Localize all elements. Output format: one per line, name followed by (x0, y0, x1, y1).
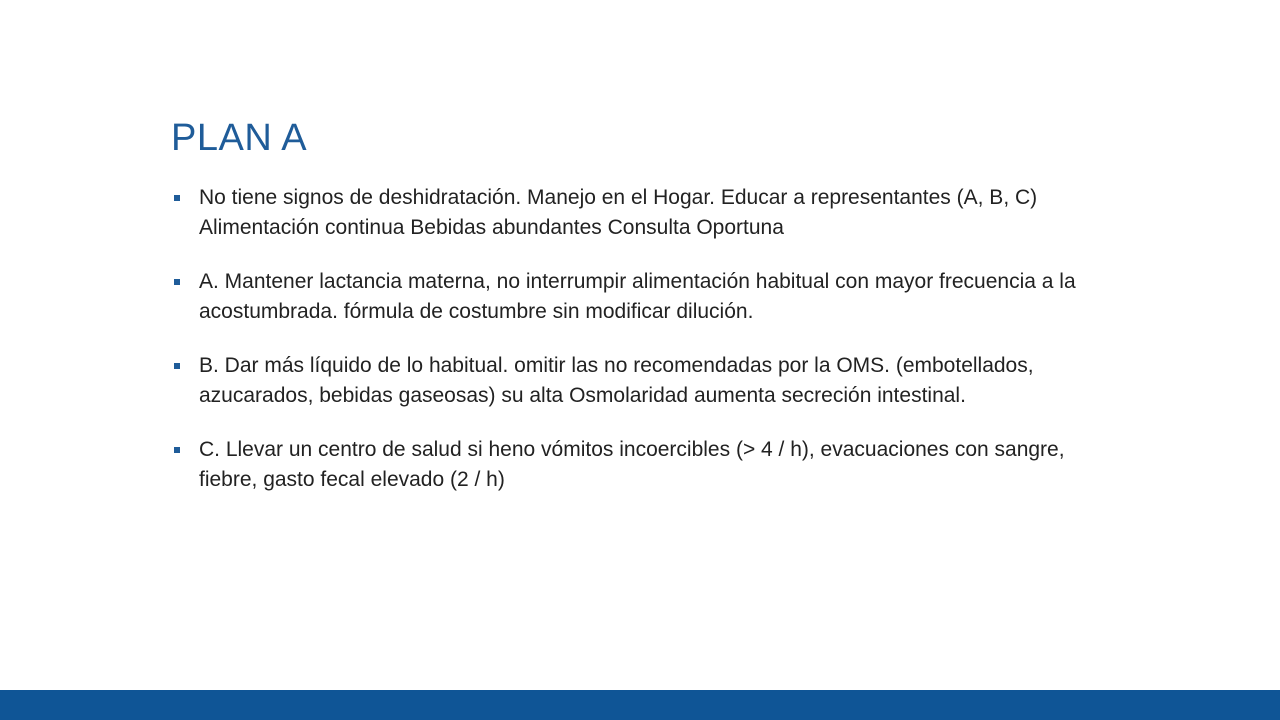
square-bullet-icon (174, 279, 180, 285)
bullet-text: B. Dar más líquido de lo habitual. omitir las no recomendadas por la OMS. (embotellados, azucarados, bebidas gaseosas) su alta Osmolaridad aumenta secreción intestinal. (199, 354, 1034, 407)
bullet-text: No tiene signos de deshidratación. Manejo en el Hogar. Educar a representantes (A, B, C) Alimentación continua Bebidas abundantes Consulta Oportuna (199, 186, 1038, 239)
footer-bar (0, 690, 1280, 720)
square-bullet-icon (174, 195, 180, 201)
bullet-item-3 (174, 351, 1109, 411)
bullet-item-4 (174, 435, 1109, 495)
square-bullet-icon (174, 363, 180, 369)
bullet-list (174, 183, 1109, 519)
bullet-item-2 (174, 267, 1109, 327)
bullet-text: C. Llevar un centro de salud si heno vómitos incoercibles (> 4 / h), evacuaciones con sangre, fiebre, gasto fecal elevado (2 / h) (199, 438, 1065, 491)
slide-title: PLAN A (171, 117, 308, 159)
bullet-text: A. Mantener lactancia materna, no interrumpir alimentación habitual con mayor frecuencia a la acostumbrada. fórmula de costumbre sin modificar dilución. (199, 270, 1076, 323)
bullet-item-1 (174, 183, 1109, 243)
square-bullet-icon (174, 447, 180, 453)
